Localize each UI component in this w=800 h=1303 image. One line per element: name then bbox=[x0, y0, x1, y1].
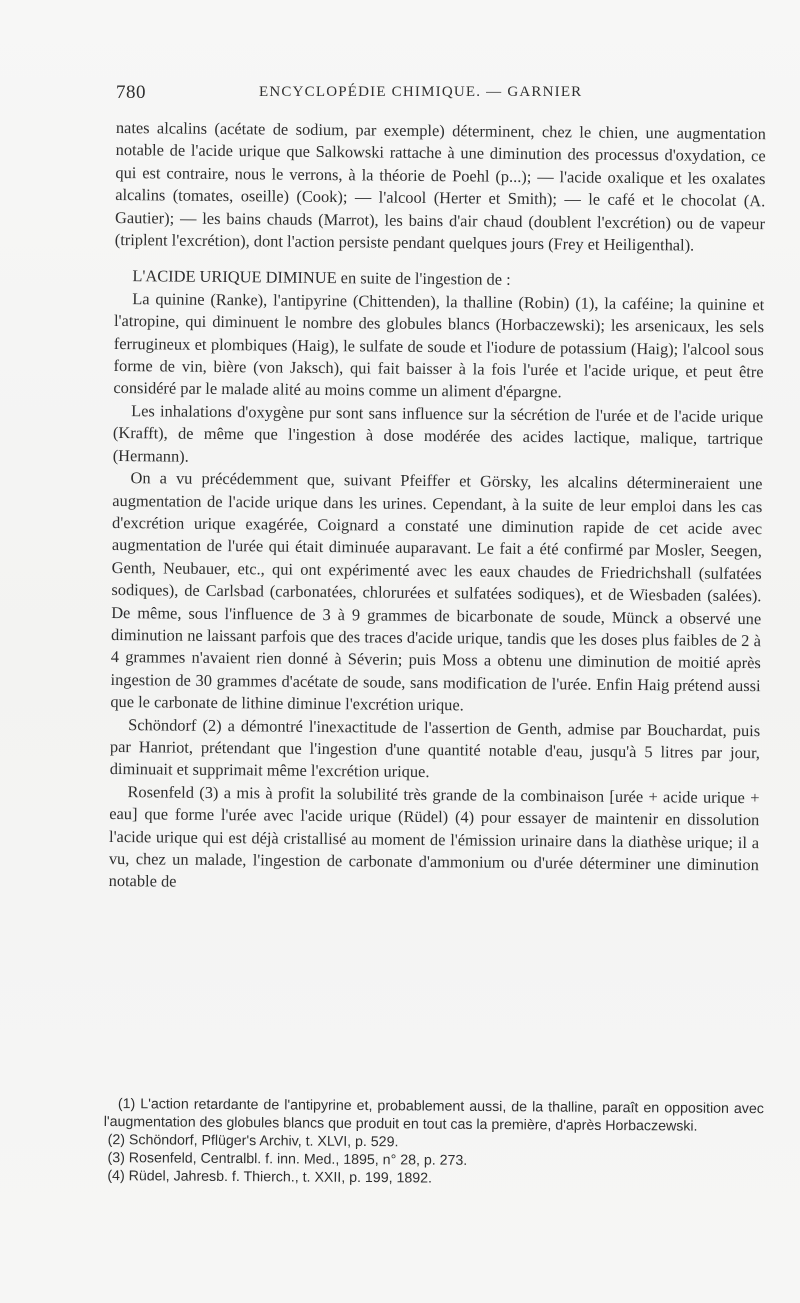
paragraph-1: nates alcalins (acétate de sodium, par exemple) déterminent, chez le chien, une augmentation notable de l'acide urique que Salkowski rattache à une diminution des processus d'oxydation, ce qui est contraire, nous le verrons, à la théorie de Poehl (p...); — l'acide oxalique et les oxalates alcalins (tomates, oseille) (Cook); — l'alcool (Herter et Smith); — le café et le chocolat (A. Gautier); — les bains chauds (Marrot), les bains d'air chaud (doublent l'excrétion) ou de vapeur (triplent l'excrétion), dont l'action persiste pendant quelques jours (Frey et Heiligenthal). bbox=[114, 117, 766, 255]
page-header bbox=[116, 82, 766, 108]
page-number: 780 bbox=[116, 82, 146, 103]
paragraph-4: Les inhalations d'oxygène pur sont sans influence sur la sécrétion de l'urée et de l'acide urique (Krafft), de même que l'ingestion à dose modérée des acides lactique, malique, tartrique (Hermann). bbox=[112, 401, 764, 466]
section-lead: L'ACIDE URIQUE DIMINUE en suite de l'ingestion de : bbox=[132, 266, 511, 290]
footnote-1: (1) L'action retardante de l'antipyrine et, probablement aussi, de la thalline, paraît en opposition avec l'augmentation des globules blancs que produit en tout cas la première, d'après Horbaczewski. bbox=[103, 1096, 764, 1135]
paragraph-6: Schöndorf (2) a démontré l'inexactitude de l'assertion de Genth, admise par Bouchardat, puis par Hanriot, prétendant que l'ingestion d'une quantité notable d'eau, jusqu'à 5 litres par jour, diminuait et supprimait même l'excrétion urique. bbox=[109, 714, 761, 782]
paragraph-3: La quinine (Ranke), l'antipyrine (Chittenden), la thalline (Robin) (1), la caféine; la quinine et l'atropine, qui diminuent le nombre des globules blancs (Horbaczewski); les arsenicaux, les sels ferrugineux et plombiques (Haig), le sulfate de soude et l'iodure de potassium (Haig); l'alcool sous forme de vin, bière (von Jaksch), qui fait baisser à la fois l'urée et l'acide urique, et peut être considéré par le malade alité au moins comme un aliment d'épargne. bbox=[113, 289, 765, 402]
running-head: ENCYCLOPÉDIE CHIMIQUE. — GARNIER bbox=[259, 84, 583, 100]
footnotes bbox=[103, 1095, 764, 1190]
paragraph-5: On a vu précédemment que, suivant Pfeiffer et Görsky, les alcalins détermineraient une augmentation de l'acide urique dans les urines. Cependant, à la suite de leur emploi dans les cas d'excrétion urique exagérée, Coignard a constaté une diminution rapide de cet acide avec augmentation de l'urée qui était diminuée auparavant. Le fait a été confirmé par Mosler, Seegen, Genth, Neubauer, etc., qui ont expérimenté avec les eaux chaudes de Friedrichshall (sulfatées sodiques), de Carlsbad (carbonatées, chlorurées et sulfatées sodiques), et de Wiesbaden (salées). De même, sous l'influence de 3 à 9 grammes de bicarbonate de soude, Münck a observé une diminution ne laissant parfois que des traces d'acide urique, tandis que les doses plus faibles de 2 à 4 grammes n'avaient rien donné à Séverin; puis Moss a obtenu une diminution de moitié après ingestion de 30 grammes d'acétate de soude, sans modification de l'urée. Enfin Haig prétend aussi que le carbonate de lithine diminue l'excrétion urique. bbox=[110, 468, 763, 715]
footnote-4: (4) Rüdel, Jahresb. f. Thierch., t. XXII, p. 199, 1892. bbox=[107, 1168, 433, 1187]
footnote-2: (2) Schöndorf, Pflüger's Archiv, t. XLVI, p. 529. bbox=[107, 1132, 399, 1151]
footnote-3: (3) Rosenfeld, Centralbl. f. inn. Med., 1895, n° 28, p. 273. bbox=[107, 1150, 468, 1169]
paragraph-7: Rosenfeld (3) a mis à profit la solubilité très grande de la combinaison [urée + acide urique + eau] que forme l'urée avec l'acide urique (Rüdel) (4) pour essayer de maintenir en dissolution l'acide urique qui est déjà cristallisé au moment de l'émission urinaire dans la diathèse urique; il a vu, chez un malade, l'ingestion de carbonate d'ammonium ou d'urée déterminer une diminution notable de bbox=[108, 781, 760, 892]
main-text bbox=[109, 117, 766, 899]
